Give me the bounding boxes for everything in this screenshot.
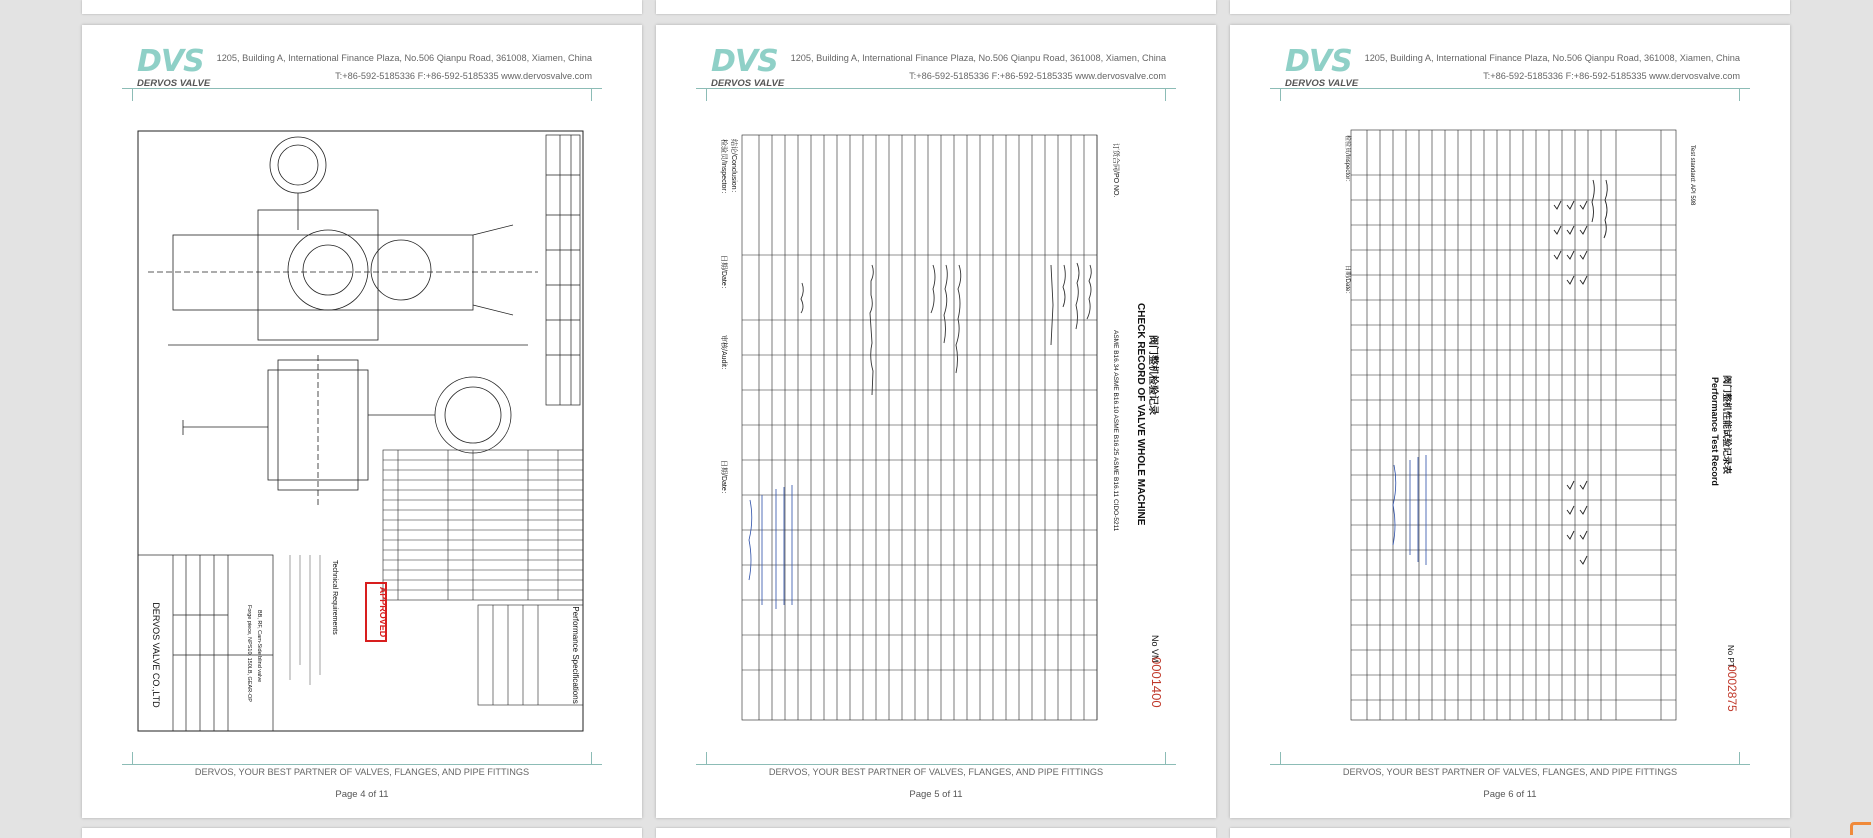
scroll-corner-icon[interactable] bbox=[1850, 822, 1871, 835]
footer-slogan: DERVOS, YOUR BEST PARTNER OF VALVES, FLANGES, AND PIPE FITTINGS bbox=[1342, 767, 1678, 777]
header-address: 1205, Building A, International Finance Plaza, No.506 Qianpu Road, 361008, Xiamen, China bbox=[1364, 53, 1740, 63]
performance-record-scan bbox=[1276, 115, 1746, 735]
logo-name: DERVOS VALVE bbox=[137, 78, 211, 89]
approved-stamp-text: APPROVED bbox=[378, 586, 388, 638]
header-contact: T:+86-592-5185336 F:+86-592-5185335 www.dervosvalve.com bbox=[1483, 71, 1740, 81]
record-number: 0001400 bbox=[1149, 657, 1164, 708]
check-record-scan bbox=[702, 115, 1172, 735]
handwritten-entries bbox=[801, 263, 1091, 395]
company-logo bbox=[711, 44, 801, 89]
audit-label: 审核/Audit： bbox=[720, 335, 727, 374]
page-4[interactable] bbox=[82, 25, 642, 818]
performance-record-svg bbox=[1276, 115, 1746, 735]
approved-stamp bbox=[366, 583, 388, 641]
previous-page-3-bottom bbox=[1230, 0, 1790, 14]
record-title-en: Performance Test Record bbox=[1710, 377, 1720, 486]
footer-slogan: DERVOS, YOUR BEST PARTNER OF VALVES, FLANGES, AND PIPE FITTINGS bbox=[194, 767, 530, 777]
page-number: Page 6 of 11 bbox=[1483, 789, 1537, 800]
logo-name: DERVOS VALVE bbox=[1285, 78, 1359, 89]
parts-list bbox=[383, 450, 583, 600]
valve-side-view bbox=[183, 355, 511, 505]
next-page-3-top bbox=[1230, 828, 1790, 838]
inspection-stamp bbox=[749, 485, 792, 609]
inspector-label: 检验员/Inspector： bbox=[1344, 135, 1350, 186]
logo-mark: DVS bbox=[711, 44, 778, 79]
footer-rule bbox=[1270, 752, 1750, 765]
valve-drawing-scan bbox=[128, 115, 598, 735]
inspector-label: 检验员/Inspector： bbox=[720, 139, 727, 198]
page-number: Page 5 of 11 bbox=[909, 789, 963, 800]
record-number-label: No PT bbox=[1726, 645, 1735, 668]
page-number: Page 4 of 11 bbox=[335, 789, 389, 800]
logo-mark: DVS bbox=[1285, 44, 1352, 79]
company-logo bbox=[1285, 44, 1375, 89]
performance-table-grid bbox=[1351, 130, 1676, 720]
page-6[interactable] bbox=[1230, 25, 1790, 818]
footer-slogan: DERVOS, YOUR BEST PARTNER OF VALVES, FLANGES, AND PIPE FITTINGS bbox=[768, 767, 1104, 777]
logo-name: DERVOS VALVE bbox=[711, 78, 785, 89]
previous-page-1-bottom bbox=[82, 0, 642, 14]
date-label: 日期/Date： bbox=[1344, 265, 1350, 298]
perf-spec-label: Performance Specifications bbox=[571, 606, 580, 704]
header-contact: T:+86-592-5185336 F:+86-592-5185335 www.dervosvalve.com bbox=[335, 71, 592, 81]
valve-front-view bbox=[148, 137, 538, 345]
title-block-company: DERVOS VALVE CO.,LTD bbox=[151, 602, 161, 708]
check-record-svg bbox=[702, 115, 1172, 735]
header-rule bbox=[122, 88, 602, 101]
header-rule bbox=[1270, 88, 1750, 101]
check-table-grid bbox=[742, 135, 1097, 720]
record-number-label: No VM bbox=[1150, 635, 1160, 663]
date-label: 日期/Date： bbox=[720, 255, 727, 293]
standards-text: ASME B16.34 ASME B16.10 ASME B16.25 ASME B16.11 CIDO-5211 bbox=[1112, 330, 1119, 532]
record-number: 0002875 bbox=[1725, 665, 1739, 712]
next-page-2-top bbox=[656, 828, 1216, 838]
footer-rule bbox=[122, 752, 602, 765]
record-title-cn: 阀门整机性能试验记录表 bbox=[1722, 375, 1732, 475]
conclusion-label: 结论/Conclusion： bbox=[730, 139, 737, 197]
logo-mark: DVS bbox=[137, 44, 204, 79]
dimension-table bbox=[546, 135, 580, 405]
page-5[interactable] bbox=[656, 25, 1216, 818]
header-address: 1205, Building A, International Finance Plaza, No.506 Qianpu Road, 361008, Xiamen, China bbox=[216, 53, 592, 63]
header-address: 1205, Building A, International Finance Plaza, No.506 Qianpu Road, 361008, Xiamen, China bbox=[790, 53, 1166, 63]
drawing-subtitle: BB, RF, Cam-Side blind valve bbox=[256, 610, 262, 683]
drawing-title: Forge piece, NPS10, 150LB, GEAR-OP bbox=[246, 605, 252, 702]
header-contact: T:+86-592-5185336 F:+86-592-5185335 www.dervosvalve.com bbox=[909, 71, 1166, 81]
previous-page-2-bottom bbox=[656, 0, 1216, 14]
po-label: 订货合同/PO NO. bbox=[1112, 143, 1119, 198]
date-label-2: 日期/Date： bbox=[720, 460, 727, 498]
next-page-1-top bbox=[82, 828, 642, 838]
performance-spec-box bbox=[478, 605, 583, 705]
footer-rule bbox=[696, 752, 1176, 765]
company-logo bbox=[137, 44, 227, 89]
tech-req-label: Technical Requirements bbox=[331, 560, 338, 635]
record-title-cn: 阀门整机检验记录 bbox=[1147, 335, 1158, 415]
record-title-en: CHECK RECORD OF VALVE WHOLE MACHINE bbox=[1135, 303, 1146, 526]
standard-label: Test standard: API 598 bbox=[1689, 145, 1695, 206]
drawing-svg bbox=[128, 115, 598, 735]
header-rule bbox=[696, 88, 1176, 101]
inspection-stamp bbox=[1393, 455, 1426, 565]
